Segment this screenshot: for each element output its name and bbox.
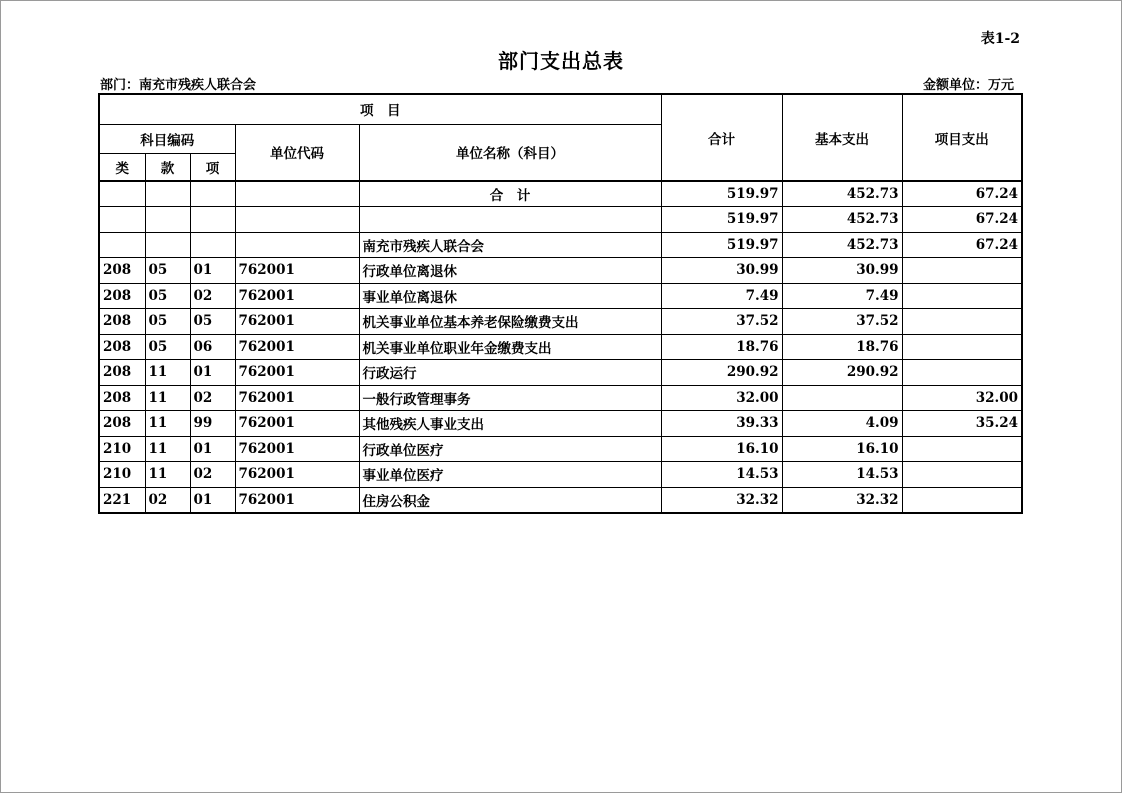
cell-project: 35.24 xyxy=(902,411,1022,437)
cell-total: 519.97 xyxy=(661,181,782,207)
cell-code: 762001 xyxy=(235,334,359,360)
cell-xiang xyxy=(190,232,235,258)
cell-code: 762001 xyxy=(235,309,359,335)
cell-basic: 452.73 xyxy=(782,181,902,207)
table-row xyxy=(99,334,1022,360)
cell-lei: 208 xyxy=(99,385,145,411)
cell-project xyxy=(902,487,1022,513)
cell-xiang: 02 xyxy=(190,283,235,309)
cell-project xyxy=(902,462,1022,488)
header-unit-code: 单位代码 xyxy=(235,124,359,181)
page-title: 部门支出总表 xyxy=(498,49,624,73)
cell-basic: 37.52 xyxy=(782,309,902,335)
cell-total: 14.53 xyxy=(661,462,782,488)
cell-lei: 221 xyxy=(99,487,145,513)
cell-total: 32.32 xyxy=(661,487,782,513)
table-row xyxy=(99,360,1022,386)
cell-kuan: 02 xyxy=(145,487,190,513)
cell-total: 16.10 xyxy=(661,436,782,462)
cell-lei xyxy=(99,181,145,207)
table-row xyxy=(99,487,1022,513)
cell-kuan: 05 xyxy=(145,334,190,360)
table-row xyxy=(99,258,1022,284)
cell-name: 行政单位医疗 xyxy=(359,436,661,462)
cell-total: 30.99 xyxy=(661,258,782,284)
cell-basic: 4.09 xyxy=(782,411,902,437)
cell-lei: 208 xyxy=(99,334,145,360)
header-project: 项 目 xyxy=(99,94,661,124)
cell-xiang: 02 xyxy=(190,385,235,411)
cell-name: 事业单位医疗 xyxy=(359,462,661,488)
cell-total: 519.97 xyxy=(661,207,782,233)
cell-kuan xyxy=(145,207,190,233)
cell-code: 762001 xyxy=(235,258,359,284)
cell-name: 南充市残疾人联合会 xyxy=(359,232,661,258)
cell-kuan: 05 xyxy=(145,283,190,309)
cell-lei: 208 xyxy=(99,309,145,335)
cell-project xyxy=(902,283,1022,309)
table-row xyxy=(99,436,1022,462)
cell-basic: 452.73 xyxy=(782,232,902,258)
cell-kuan: 11 xyxy=(145,385,190,411)
cell-project xyxy=(902,309,1022,335)
header-project-expense: 项目支出 xyxy=(902,94,1022,181)
cell-basic: 30.99 xyxy=(782,258,902,284)
cell-basic: 32.32 xyxy=(782,487,902,513)
cell-name: 住房公积金 xyxy=(359,487,661,513)
cell-xiang: 06 xyxy=(190,334,235,360)
cell-xiang xyxy=(190,181,235,207)
cell-kuan: 11 xyxy=(145,436,190,462)
cell-total: 18.76 xyxy=(661,334,782,360)
cell-code xyxy=(235,207,359,233)
cell-basic xyxy=(782,385,902,411)
cell-code: 762001 xyxy=(235,487,359,513)
cell-name: 行政运行 xyxy=(359,360,661,386)
cell-code xyxy=(235,181,359,207)
table-row xyxy=(99,309,1022,335)
cell-project xyxy=(902,360,1022,386)
table-row xyxy=(99,207,1022,233)
cell-total: 39.33 xyxy=(661,411,782,437)
header-total: 合计 xyxy=(661,94,782,181)
cell-total: 32.00 xyxy=(661,385,782,411)
cell-lei: 210 xyxy=(99,462,145,488)
cell-code: 762001 xyxy=(235,411,359,437)
cell-kuan: 05 xyxy=(145,309,190,335)
cell-xiang: 01 xyxy=(190,487,235,513)
cell-name: 机关事业单位职业年金缴费支出 xyxy=(359,334,661,360)
header-kuan: 款 xyxy=(145,153,190,181)
header-xiang: 项 xyxy=(190,153,235,181)
cell-code: 762001 xyxy=(235,436,359,462)
cell-lei: 208 xyxy=(99,360,145,386)
cell-lei xyxy=(99,207,145,233)
cell-name: 机关事业单位基本养老保险缴费支出 xyxy=(359,309,661,335)
cell-xiang: 02 xyxy=(190,462,235,488)
expenditure-table xyxy=(98,93,1023,514)
cell-project: 67.24 xyxy=(902,232,1022,258)
header-unit-name: 单位名称（科目） xyxy=(359,124,661,181)
cell-name: 行政单位离退休 xyxy=(359,258,661,284)
cell-lei: 208 xyxy=(99,258,145,284)
cell-code: 762001 xyxy=(235,462,359,488)
header-subject-code: 科目编码 xyxy=(99,124,235,153)
department-label: 部门：南充市残疾人联合会 xyxy=(100,78,257,93)
cell-basic: 14.53 xyxy=(782,462,902,488)
cell-lei: 210 xyxy=(99,436,145,462)
header-lei: 类 xyxy=(99,153,145,181)
cell-project xyxy=(902,334,1022,360)
cell-project: 32.00 xyxy=(902,385,1022,411)
table-row xyxy=(99,232,1022,258)
table-row xyxy=(99,411,1022,437)
cell-name: 其他残疾人事业支出 xyxy=(359,411,661,437)
cell-lei: 208 xyxy=(99,411,145,437)
cell-name xyxy=(359,207,661,233)
cell-total: 7.49 xyxy=(661,283,782,309)
cell-project: 67.24 xyxy=(902,181,1022,207)
table-number: 表1-2 xyxy=(980,31,1020,47)
cell-project xyxy=(902,436,1022,462)
cell-total: 519.97 xyxy=(661,232,782,258)
cell-code xyxy=(235,232,359,258)
cell-basic: 7.49 xyxy=(782,283,902,309)
cell-kuan: 11 xyxy=(145,360,190,386)
cell-basic: 290.92 xyxy=(782,360,902,386)
cell-code: 762001 xyxy=(235,283,359,309)
cell-xiang: 01 xyxy=(190,436,235,462)
cell-kuan: 05 xyxy=(145,258,190,284)
table-row xyxy=(99,462,1022,488)
table-row xyxy=(99,181,1022,207)
cell-xiang: 99 xyxy=(190,411,235,437)
cell-kuan xyxy=(145,232,190,258)
table-row xyxy=(99,385,1022,411)
cell-kuan: 11 xyxy=(145,411,190,437)
cell-xiang: 01 xyxy=(190,258,235,284)
cell-total: 37.52 xyxy=(661,309,782,335)
cell-basic: 18.76 xyxy=(782,334,902,360)
cell-total: 290.92 xyxy=(661,360,782,386)
cell-project xyxy=(902,258,1022,284)
cell-name: 一般行政管理事务 xyxy=(359,385,661,411)
cell-kuan xyxy=(145,181,190,207)
cell-lei xyxy=(99,232,145,258)
cell-code: 762001 xyxy=(235,385,359,411)
cell-name: 事业单位离退休 xyxy=(359,283,661,309)
header-basic: 基本支出 xyxy=(782,94,902,181)
cell-code: 762001 xyxy=(235,360,359,386)
cell-project: 67.24 xyxy=(902,207,1022,233)
cell-basic: 452.73 xyxy=(782,207,902,233)
amount-unit-label: 金额单位：万元 xyxy=(922,78,1014,93)
cell-lei: 208 xyxy=(99,283,145,309)
cell-name: 合 计 xyxy=(359,181,661,207)
cell-xiang xyxy=(190,207,235,233)
table-row xyxy=(99,283,1022,309)
cell-basic: 16.10 xyxy=(782,436,902,462)
cell-xiang: 01 xyxy=(190,360,235,386)
cell-xiang: 05 xyxy=(190,309,235,335)
cell-kuan: 11 xyxy=(145,462,190,488)
